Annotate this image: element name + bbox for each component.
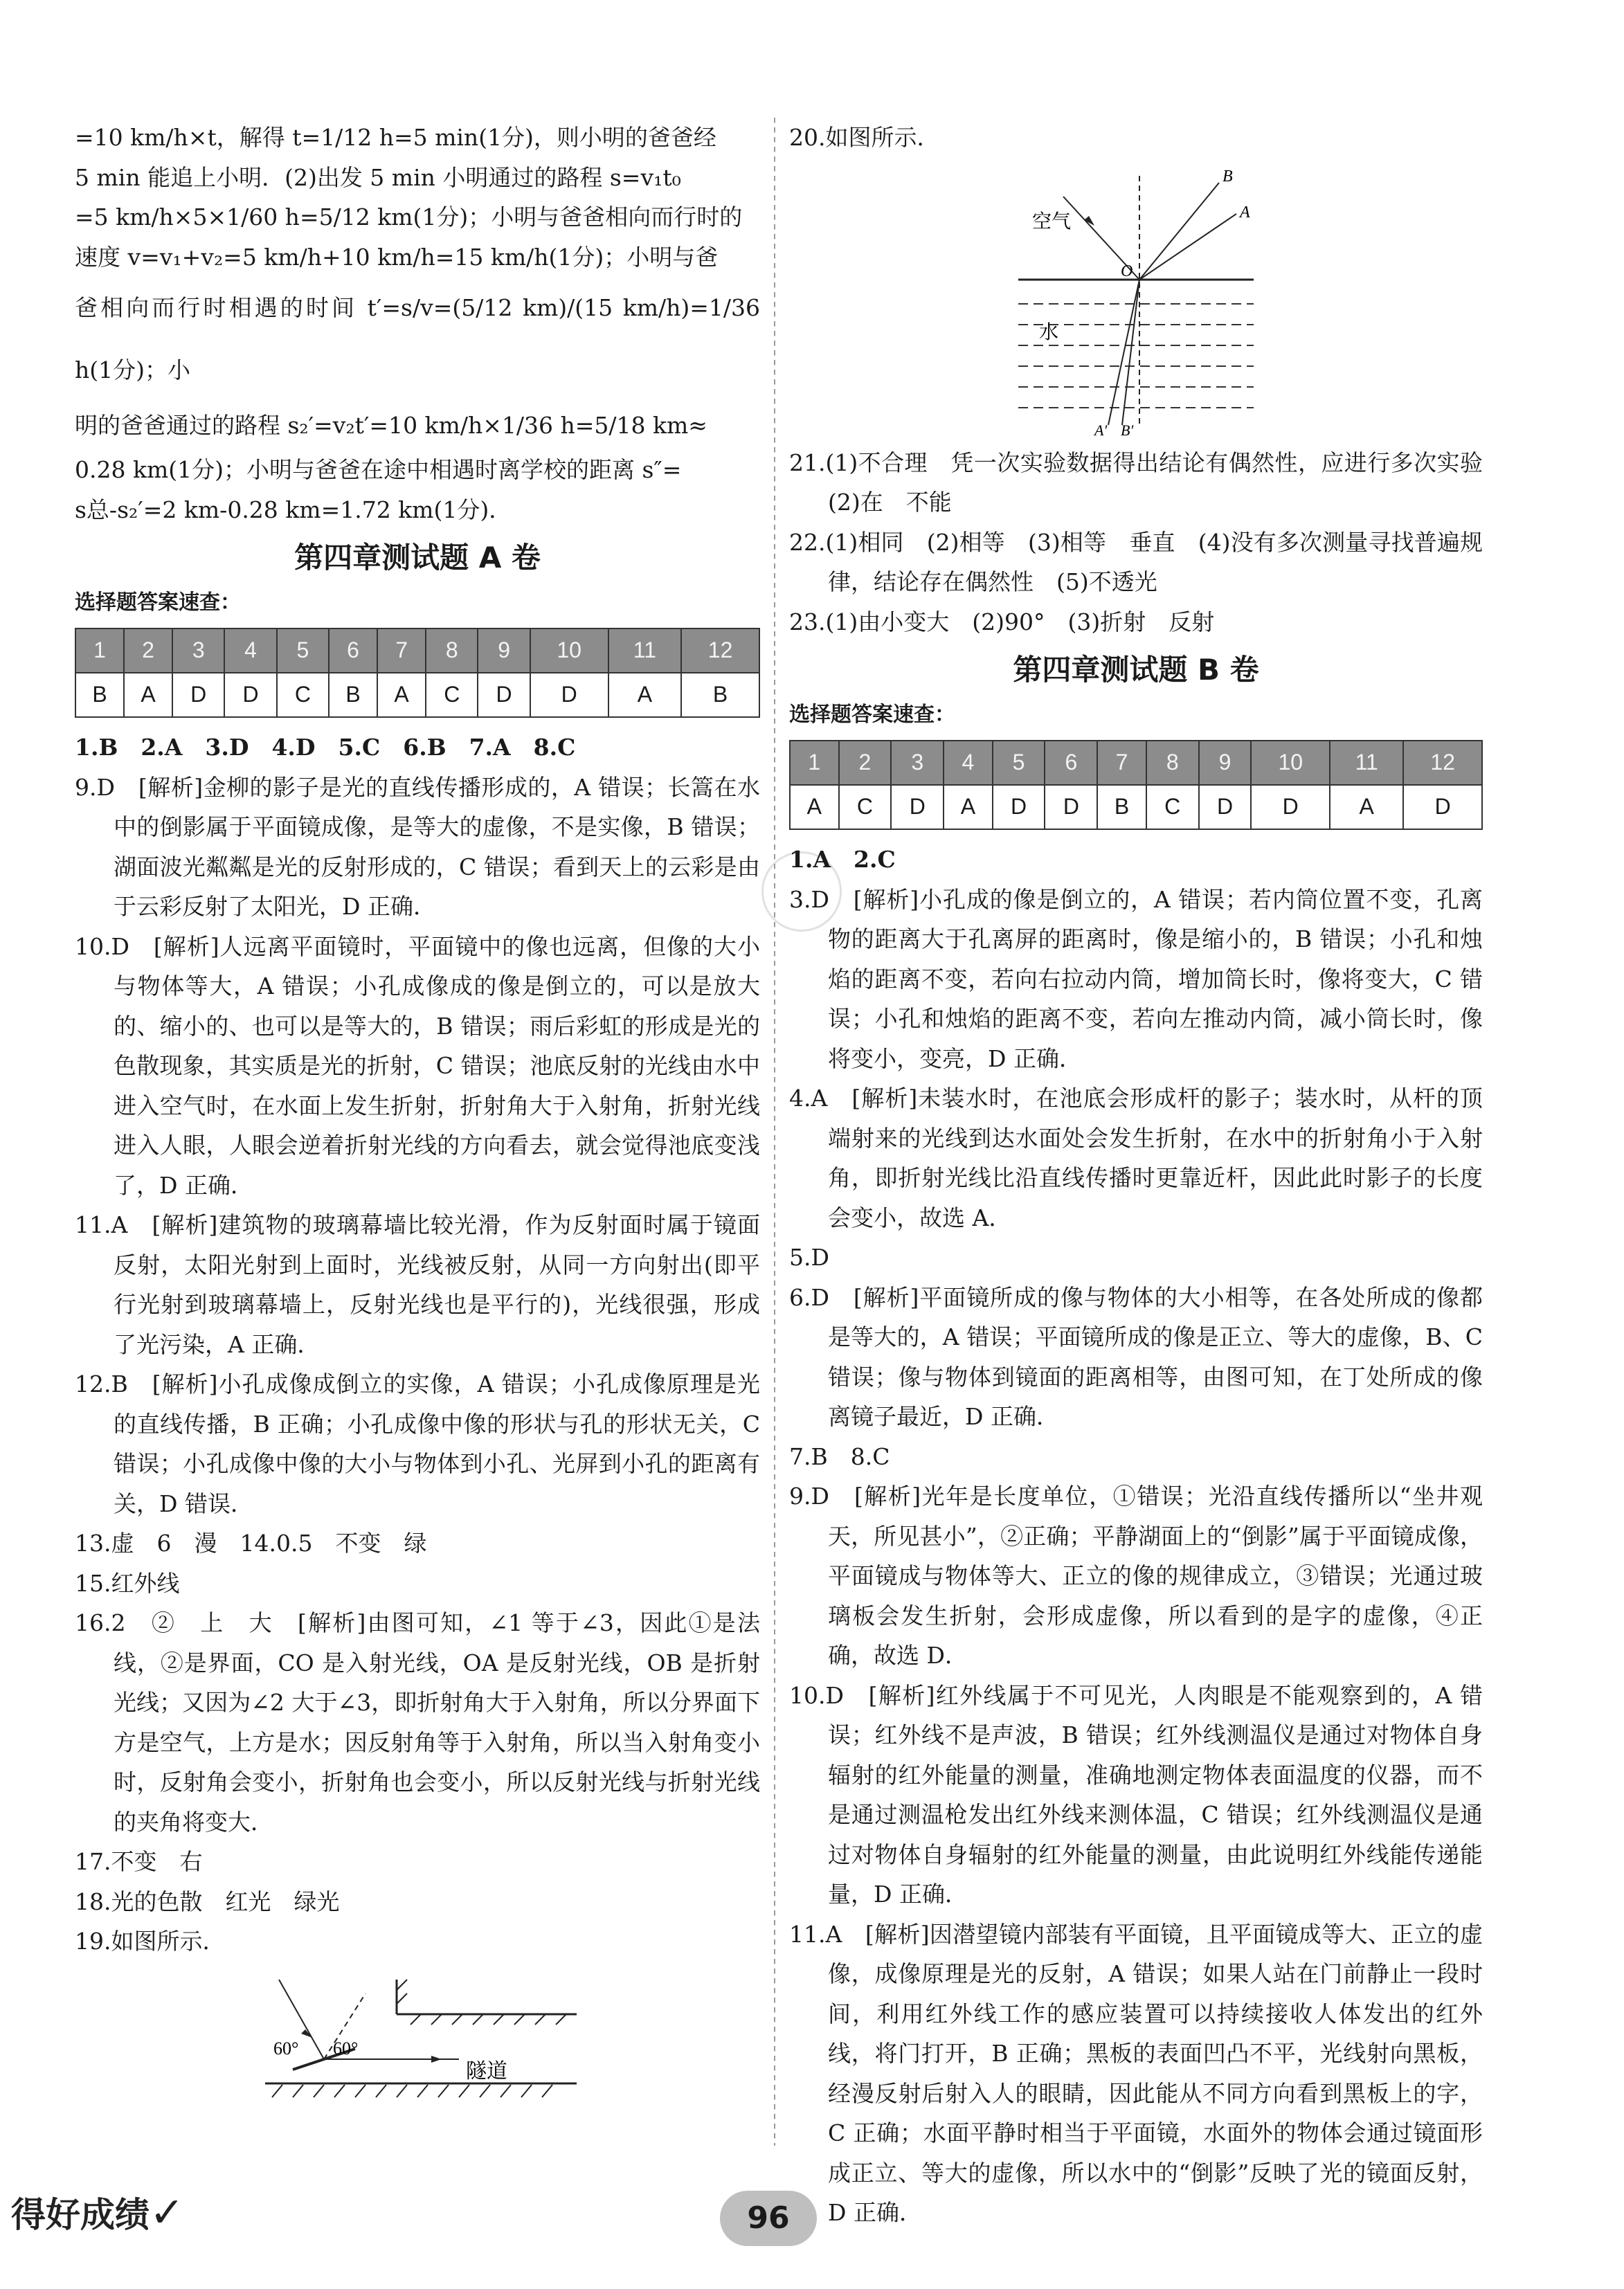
answer-b-5: 5.D bbox=[789, 1244, 829, 1271]
table-cell: 12 bbox=[681, 628, 759, 673]
answer-12: 12.B [解析]小孔成像成倒立的实像，A 错误；小孔成像原理是光的直线传播，B 正确；小孔成像中像的形状与孔的形状无关，C 错误；小孔成像中像的大小与物体到小孔、光屏到小孔的距离有关，D 错误． bbox=[75, 1370, 760, 1517]
table-cell: D bbox=[1199, 785, 1252, 829]
left-column bbox=[75, 118, 760, 2108]
table-cell: B bbox=[681, 673, 759, 717]
answer-b-7-8: 7.B 8.C bbox=[789, 1442, 890, 1470]
air-label: 空气 bbox=[1032, 209, 1072, 233]
answer-b-3: 3.D [解析]小孔成的像是倒立的，A 错误；若内筒位置不变，孔离物的距离大于孔离屏的距离时，像是缩小的，B 错误；小孔和烛焰的距离不变，若向右拉动内筒，增加筒长时，像将变大，C 错误；小孔和烛焰的距离不变，若向左推动内筒，减小筒长时，像将变小，变亮，D 正确． bbox=[789, 885, 1483, 1072]
table-cell: D bbox=[891, 785, 944, 829]
table-cell: 2 bbox=[124, 628, 172, 673]
solution-line-8: s总-s₂′=2 km-0.28 km=1.72 km(1分)． bbox=[75, 496, 512, 523]
answer-b-6: 6.D [解析]平面镜所成的像与物体的大小相等，在各处所成的像都是等大的，A 错误；平面镜所成的像是正立、等大的虚像，B、C 错误；像与物体到镜面的距离相等，由图可知，在丁处所成的像离镜子最近，D 正确． bbox=[789, 1283, 1483, 1430]
answer-table-a-numbers bbox=[75, 628, 759, 673]
table-cell: 8 bbox=[1146, 741, 1199, 785]
solution-line-4: 速度 v=v₁+v₂=5 km/h+10 km/h=15 km/h(1分)；小明与爸 bbox=[75, 243, 719, 271]
table-cell: A bbox=[124, 673, 172, 717]
ray-a-prime-label: A′ bbox=[1094, 421, 1108, 439]
brand-logo bbox=[11, 2187, 184, 2237]
ray-b-prime-label: B′ bbox=[1121, 421, 1134, 439]
answer-table-a-answers bbox=[75, 673, 759, 717]
answer-table-b-numbers bbox=[790, 741, 1482, 785]
column-divider bbox=[774, 118, 775, 2146]
table-cell: 11 bbox=[608, 628, 682, 673]
table-cell: 6 bbox=[1045, 741, 1097, 785]
table-cell: C bbox=[426, 673, 478, 717]
table-cell: D bbox=[1403, 785, 1482, 829]
table-cell: 12 bbox=[1403, 741, 1482, 785]
table-cell: 7 bbox=[377, 628, 426, 673]
table-cell: C bbox=[1146, 785, 1199, 829]
table-cell: D bbox=[224, 673, 276, 717]
table-cell: D bbox=[1251, 785, 1330, 829]
table-cell: A bbox=[1330, 785, 1403, 829]
quick-check-label-b: 选择题答案速查： bbox=[789, 703, 955, 727]
figure-19-tunnel-diagram bbox=[251, 1966, 584, 2104]
table-cell: A bbox=[790, 785, 839, 829]
solution-line-6: 明的爸爸通过的路程 s₂′=v₂t′=10 km/h×1/36 h=5/18 km≈ bbox=[75, 412, 707, 439]
table-cell: 1 bbox=[790, 741, 839, 785]
table-cell: 9 bbox=[1199, 741, 1252, 785]
brand-text: 得好成绩 bbox=[11, 2195, 150, 2235]
answer-table-b bbox=[789, 740, 1483, 830]
table-cell: D bbox=[993, 785, 1045, 829]
answer-table-b-answers bbox=[790, 785, 1482, 829]
answer-21: 21.(1)不合理 凭一次实验数据得出结论有偶然性，应进行多次实验 (2)在 不能 bbox=[789, 449, 1506, 516]
solution-line-3: =5 km/h×5×1/60 h=5/12 km(1分)；小明与爸爸相向而行时的 bbox=[75, 203, 743, 230]
answer-1-8: 1.B 2.A 3.D 4.D 5.C 6.B 7.A 8.C bbox=[75, 734, 576, 761]
answer-b-11: 11.A [解析]因潜望镜内部装有平面镜，且平面镜成等大、正立的虚像，成像原理是光的反射，A 错误；如果人站在门前静止一段时间，利用红外线工作的感应装置可以持续接收人体发出的红外线，将门打开，B 正确；黑板的表面凹凸不平，光线射向黑板，经漫反射后射入人的眼睛，因此能从不同方向看到黑板上的字，C 正确；水面平静时相当于平面镜，水面外的物体会通过镜面形成正立、等大的虚像，所以水中的“倒影”反映了光的镜面反射，D 正确． bbox=[789, 1920, 1483, 2226]
table-cell: A bbox=[377, 673, 426, 717]
answer-13-14: 13.虚 6 漫 14.0.5 不变 绿 bbox=[75, 1530, 427, 1557]
table-cell: 10 bbox=[530, 628, 608, 673]
table-cell: 10 bbox=[1251, 741, 1330, 785]
ray-b-label: B bbox=[1222, 167, 1233, 186]
table-cell: 6 bbox=[329, 628, 377, 673]
answer-23: 23.(1)由小变大 (2)90° (3)折射 反射 bbox=[789, 608, 1215, 635]
table-cell: 5 bbox=[993, 741, 1045, 785]
table-cell: 3 bbox=[172, 628, 224, 673]
solution-line-5: 爸相向而行时相遇的时间 t′=s/v=(5/12 km)/(15 km/h)=1/36 h(1分)；小 bbox=[75, 294, 760, 383]
answer-b-4: 4.A [解析]未装水时，在池底会形成杆的影子；装水时，从杆的顶端射来的光线到达水面处会发生折射，在水中的折射角小于入射角，即折射光线比沿直线传播时更靠近杆，因此此时影子的长度会变小，故选 A． bbox=[789, 1085, 1483, 1231]
water-label: 水 bbox=[1039, 320, 1059, 343]
table-cell: B bbox=[329, 673, 377, 717]
table-cell: D bbox=[530, 673, 608, 717]
table-cell: 2 bbox=[839, 741, 892, 785]
ray-a-label: A bbox=[1240, 203, 1250, 221]
table-cell: 9 bbox=[478, 628, 530, 673]
answer-19: 19.如图所示． bbox=[75, 1928, 226, 1955]
quick-check-label-a: 选择题答案速查： bbox=[75, 590, 241, 615]
table-cell: B bbox=[75, 673, 124, 717]
answer-17: 17.不变 右 bbox=[75, 1848, 203, 1875]
table-cell: 5 bbox=[277, 628, 329, 673]
answer-9: 9.D [解析]金柳的影子是光的直线传播形成的，A 错误；长篙在水中的倒影属于平面镜成像，是等大的虚像，不是实像，B 错误；湖面波光粼粼是光的反射形成的，C 错误；看到天上的云彩是由于云彩反射了太阳光，D 正确． bbox=[75, 773, 760, 920]
answer-20: 20.如图所示． bbox=[789, 124, 940, 151]
section-title-b: 第四章测试题 B 卷 bbox=[1013, 653, 1259, 687]
table-cell: D bbox=[172, 673, 224, 717]
table-cell: D bbox=[1045, 785, 1097, 829]
table-cell: C bbox=[839, 785, 892, 829]
figure-20-refraction-diagram bbox=[998, 162, 1274, 439]
table-cell: 4 bbox=[944, 741, 993, 785]
solution-line-2: 5 min 能追上小明．(2)出发 5 min 小明通过的路程 s=v₁t₀ bbox=[75, 163, 681, 191]
table-cell: A bbox=[944, 785, 993, 829]
table-cell: 7 bbox=[1097, 741, 1146, 785]
answer-table-a bbox=[75, 628, 760, 718]
answer-18: 18.光的色散 红光 绿光 bbox=[75, 1888, 340, 1915]
table-cell: C bbox=[277, 673, 329, 717]
tunnel-label: 隧道 bbox=[466, 2059, 507, 2083]
answer-15: 15.红外线 bbox=[75, 1569, 180, 1597]
angle-label-left: 60° bbox=[273, 2038, 299, 2059]
answer-10: 10.D [解析]人远离平面镜时，平面镜中的像也远离，但像的大小与物体等大，A 错误；小孔成像成的像是倒立的，可以是放大的、缩小的、也可以是等大的，B 错误；雨后彩虹的形成是光的色散现象，其实质是光的折射，C 错误；池底反射的光线由水中进入空气时，在水面上发生折射，折射角大于入射角，折射光线进入人眼，人眼会逆着折射光线的方向看去，就会觉得池底变浅了，D 正确． bbox=[75, 932, 760, 1199]
table-cell: D bbox=[478, 673, 530, 717]
table-cell: B bbox=[1097, 785, 1146, 829]
answer-b-10: 10.D [解析]红外线属于不可见光，人肉眼是不能观察到的，A 错误；红外线不是声波，B 错误；红外线测温仪是通过对物体自身辐射的红外能量的测量，准确地测定物体表面温度的仪器，而不是通过测温枪发出红外线来测体温，C 错误；红外线测温仪是通过对物体自身辐射的红外能量的测量，由此说明红外线能传递能量，D 正确． bbox=[789, 1681, 1483, 1908]
checkmark-icon: ✓ bbox=[150, 2189, 185, 2237]
right-column bbox=[789, 118, 1506, 2233]
page-number: 96 bbox=[720, 2191, 817, 2246]
table-cell: 8 bbox=[426, 628, 478, 673]
solution-line-7: 0.28 km(1分)；小明与爸爸在途中相遇时离学校的距离 s″= bbox=[75, 456, 682, 483]
table-cell: 3 bbox=[891, 741, 944, 785]
table-cell: 11 bbox=[1330, 741, 1403, 785]
table-cell: 1 bbox=[75, 628, 124, 673]
angle-label-right: 60° bbox=[333, 2038, 359, 2059]
table-cell: 4 bbox=[224, 628, 276, 673]
answer-b-9: 9.D [解析]光年是长度单位，①错误；光沿直线传播所以“坐井观天，所见甚小”，②正确；平静湖面上的“倒影”属于平面镜成像，平面镜成与物体等大、正立的像的规律成立，③错误；光通过玻璃板会发生折射，会形成虚像，所以看到的是字的虚像，④正确，故选 D． bbox=[789, 1483, 1483, 1669]
solution-line-1: =10 km/h×t，解得 t=1/12 h=5 min(1分)，则小明的爸爸经 bbox=[75, 124, 716, 151]
answer-11: 11.A [解析]建筑物的玻璃幕墙比较光滑，作为反射面时属于镜面反射，太阳光射到上面时，光线被反射，从同一方向射出(即平行光射到玻璃幕墙上，反射光线也是平行的)，光线很强，形成了光污染，A 正确． bbox=[75, 1211, 760, 1358]
answer-b-1-2: 1.A 2.C bbox=[789, 846, 896, 873]
point-o-label: O bbox=[1121, 262, 1133, 280]
section-title-a: 第四章测试题 A 卷 bbox=[294, 541, 541, 574]
answer-16: 16.2 ② 上 大 [解析]由图可知，∠1 等于∠3，因此①是法线，②是界面，CO 是入射光线，OA 是反射光线，OB 是折射光线；又因为∠2 大于∠3，即折射角大于入射角，所以分界面下方是空气，上方是水；因反射角等于入射角，所以当入射角变小时，反射角会变小，折射角也会变小，所以反射光线与折射光线的夹角将变大． bbox=[75, 1609, 760, 1836]
answer-22: 22.(1)相同 (2)相等 (3)相等 垂直 (4)没有多次测量寻找普遍规律，结论存在偶然性 (5)不透光 bbox=[789, 528, 1483, 595]
table-cell: A bbox=[608, 673, 682, 717]
